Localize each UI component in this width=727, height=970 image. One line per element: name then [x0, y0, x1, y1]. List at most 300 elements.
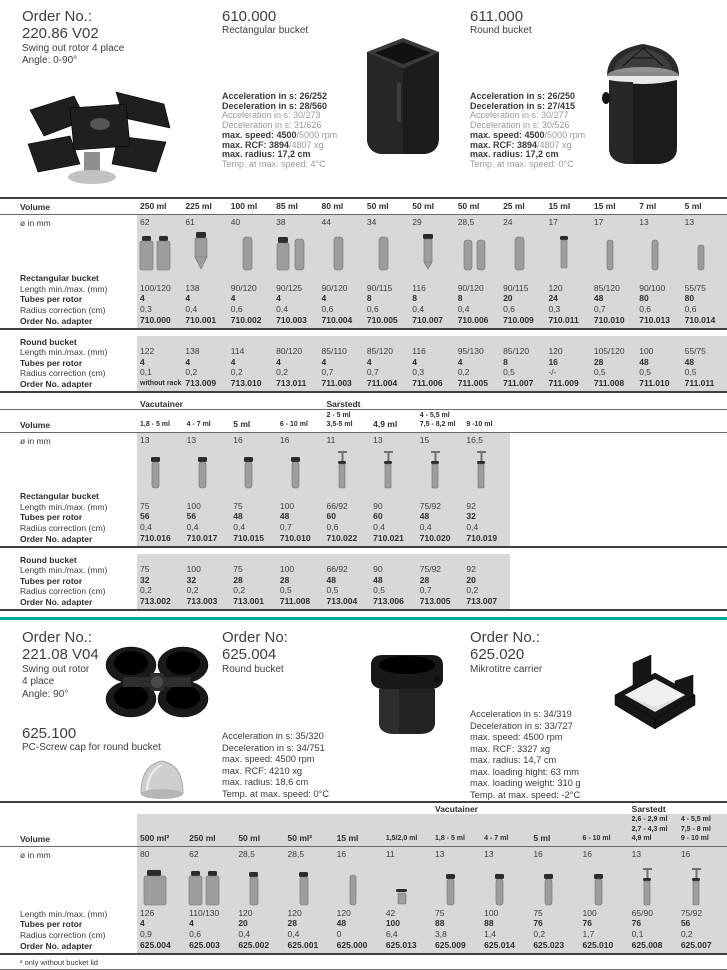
radius-correction-row-label: Radius correction (cm)	[20, 586, 106, 596]
order-no-adapter-cell: 625.003	[189, 939, 220, 950]
volume-cell: 4 - 7 ml	[186, 421, 211, 429]
radius-correction-cell: 0,5	[684, 367, 697, 378]
tubes-per-rotor-cell: 20	[466, 574, 476, 585]
order-no-adapter-cell: 625.013	[385, 939, 417, 950]
order-no-label: Order No.:	[470, 629, 541, 646]
radius-correction-cell: 0,5	[373, 585, 385, 596]
order-no-adapter-cell: 710.014	[684, 314, 716, 325]
tubes-per-rotor-cell: 60	[373, 511, 383, 522]
order-no-adapter-cell: 713.009	[185, 378, 217, 389]
radius-correction-cell: 0,6	[503, 303, 515, 314]
order-no-adapter-cell: 710.015	[233, 532, 264, 543]
order-no-adapter-cell: 710.009	[503, 314, 534, 325]
order-no-adapter-cell: 711.007	[503, 378, 534, 389]
length-cell: 100	[639, 346, 654, 357]
volume-row-label: Volume	[20, 834, 51, 844]
footnote: ² only without bucket lid	[20, 957, 98, 967]
diameter-cell: 28,5	[457, 217, 475, 228]
syr-tube-icon	[679, 863, 715, 907]
tubes-per-rotor-cell: 48	[233, 511, 243, 522]
bottle2-tube-icon	[138, 228, 174, 272]
length-cell: 85/120	[593, 282, 620, 293]
tube-s-tube-icon	[683, 228, 719, 272]
length-cell: 75	[533, 907, 543, 918]
vacutainer-sarstedt-table	[0, 398, 727, 611]
spec-line: Acceleration in s: 30/277	[470, 110, 569, 121]
top-products-section	[0, 0, 727, 197]
order-no-adapter-cell: 625.008	[631, 939, 663, 950]
volume-cell: 50 ml	[457, 201, 480, 212]
tubes-per-rotor-cell: 56	[186, 511, 197, 522]
order-no-adapter-row-label: Order No. adapter	[20, 379, 93, 389]
tubes-per-rotor-cell: 60	[326, 511, 336, 522]
tube-tube-icon	[229, 228, 265, 272]
spec-line: Deceleration in s: 33/727	[470, 720, 573, 731]
length-cell: 85/120	[366, 346, 393, 357]
diameter-cell: 28,5	[238, 849, 255, 860]
tubes-per-rotor-cell: 4	[140, 918, 145, 929]
diameter-row-label: ø in mm	[20, 218, 51, 228]
tube-image	[481, 860, 530, 908]
order-no-adapter-cell: 711.011	[684, 378, 715, 389]
radius-correction-cell: 0,3	[140, 303, 152, 314]
spec-line: Deceleration in s: 34/751	[222, 742, 325, 753]
tubes-per-rotor-cell: 28	[233, 574, 243, 585]
diameter-cell: 13	[684, 217, 695, 228]
length-row-label: Length min./max. (mm)	[20, 565, 108, 575]
spec-line: Temp. at max. speed: -2°C	[470, 789, 581, 800]
order-no-adapter-cell: 625.001	[287, 939, 319, 950]
cap-code: 625.100	[22, 725, 77, 742]
tube-image	[364, 228, 409, 273]
diameter-row-label: ø in mm	[20, 436, 51, 446]
volume-cell: 4,9 ml	[373, 419, 398, 430]
length-cell: 75	[140, 564, 150, 575]
spec-line: max. radius: 17,2 cm	[470, 149, 559, 160]
falcon-tube-icon	[410, 228, 446, 272]
radius-correction-cell: 0,4	[186, 521, 199, 532]
tube-image	[186, 860, 235, 908]
volume-cell: 50 ml	[412, 201, 435, 212]
volume-cell: 9 -10 ml	[466, 421, 493, 429]
radius-correction-cell: 0,5	[279, 585, 292, 596]
cap-desc: PC-Screw cap for round bucket	[22, 742, 161, 754]
tube-image	[228, 228, 273, 273]
cap-tube-tube-icon	[286, 863, 322, 907]
length-cell: 100/120	[140, 282, 171, 293]
length-cell: 42	[385, 907, 396, 918]
round-bucket-image	[593, 36, 693, 176]
vac-tube-icon	[433, 863, 469, 907]
radius-correction-cell: 3,8	[435, 928, 447, 939]
order-no-adapter-cell: 625.023	[533, 939, 565, 950]
order-no-adapter-cell: 710.002	[230, 314, 262, 325]
radius-correction-cell: 0,6	[366, 303, 379, 314]
volume-cell: 1,8 - 5 ml	[140, 421, 170, 429]
screw-cap-image	[133, 755, 191, 806]
diameter-row-label: ø in mm	[20, 850, 51, 860]
group-header-vacutainer: Vacutainer	[140, 399, 183, 409]
tube-image	[409, 228, 454, 273]
tubes-per-rotor-cell: 48	[684, 356, 695, 367]
tubes-per-rotor-cell: 48	[373, 574, 383, 585]
order-no-adapter-cell: 713.005	[419, 596, 451, 607]
rotor-code: 221.08 V04	[22, 646, 99, 664]
length-cell: 120	[548, 282, 563, 293]
tubes-per-rotor-cell: 88	[435, 918, 445, 929]
tubes-per-rotor-cell: 48	[326, 574, 336, 585]
section-row-label: Rectangular bucket	[20, 273, 99, 283]
diameter-cell: 28,5	[287, 849, 305, 860]
syr-tube-icon	[464, 446, 500, 490]
syr-tube-icon	[371, 446, 407, 490]
order-no-adapter-cell: 713.003	[186, 596, 218, 607]
order-no-label: Order No.:	[22, 629, 93, 646]
length-cell: 116	[412, 346, 426, 357]
vac-tube-icon	[531, 863, 567, 907]
diameter-cell: 62	[140, 217, 150, 228]
rotor-desc: Swing out rotor 4 place	[22, 42, 125, 54]
volume-cell: 50 ml²	[287, 833, 313, 844]
order-no-adapter-row-label: Order No. adapter	[20, 315, 93, 326]
length-cell: 90/120	[457, 282, 484, 293]
radius-correction-cell: 0,6	[230, 303, 243, 314]
tube-image	[455, 228, 500, 273]
diameter-cell: 15	[419, 435, 430, 446]
vac-tube-icon	[231, 446, 267, 490]
micro-tube-icon	[384, 863, 420, 907]
swing-out-rotor-4place-image	[98, 643, 216, 726]
volume-cell: 250 ml	[140, 201, 167, 212]
vac-tube-icon	[138, 446, 174, 490]
bucket-adapter-table-1	[0, 197, 727, 393]
order-no-adapter-cell: 711.005	[457, 378, 488, 389]
radius-correction-cell: 0,5	[503, 367, 515, 378]
radius-correction-cell: 0,7	[279, 521, 292, 532]
bottom-rule	[0, 969, 727, 970]
tube-image	[636, 228, 681, 273]
diameter-cell: 80	[140, 849, 150, 860]
diameter-cell: 16	[533, 849, 543, 860]
order-no-adapter-cell: 710.020	[419, 532, 451, 543]
diameter-cell: 62	[189, 849, 199, 860]
volume-cell: 5 ml	[533, 833, 551, 844]
tubes-per-rotor-cell: 20	[503, 293, 513, 304]
length-cell: 75	[233, 500, 243, 511]
tubes-per-rotor-cell: 76	[533, 918, 543, 929]
radius-correction-cell: 0,5	[593, 367, 606, 378]
group-header-sarstedt: Sarstedt	[326, 399, 361, 409]
length-cell: 55/75	[684, 346, 706, 357]
spec-line: Temp. at max. speed: 0°C	[222, 788, 330, 799]
radius-correction-cell: 0,4	[185, 303, 198, 314]
order-no-label: Order No.:	[22, 8, 93, 25]
length-cell: 55/75	[684, 282, 706, 293]
length-cell: 90/115	[366, 282, 393, 293]
order-no-adapter-cell: 710.004	[321, 314, 353, 325]
length-cell: 75	[435, 907, 445, 918]
length-cell: 100	[186, 500, 201, 511]
tubes-per-rotor-cell: 4	[189, 918, 194, 929]
group-header-sarstedt: Sarstedt	[631, 804, 666, 814]
order-no-adapter-cell: 625.002	[238, 939, 270, 950]
diameter-cell: 11	[326, 435, 336, 446]
order-no-adapter-row-label: Order No. adapter	[20, 597, 93, 607]
radius-correction-row-label: Radius correction (cm)	[20, 304, 106, 315]
length-row-label: Length min./max. (mm)	[20, 908, 108, 919]
order-no-adapter-cell: 625.014	[484, 939, 515, 950]
tube-image	[370, 446, 417, 491]
rotor-angle: Angle: 0-90°	[22, 55, 78, 67]
tube-image	[463, 446, 510, 491]
conical-tube-icon	[183, 228, 219, 272]
spec-line: max. RCF: 4210 xg	[222, 765, 303, 776]
spec-line: max. radius: 14,7 cm	[470, 755, 557, 765]
radius-correction-cell: 0,4	[373, 521, 385, 532]
length-cell: 138	[185, 346, 200, 357]
volume-cell: 5 ml	[684, 201, 702, 212]
bottle-tube-icon	[138, 863, 174, 907]
diameter-cell: 40	[230, 217, 241, 228]
tube-image	[580, 860, 629, 908]
volume-row-label: Volume	[20, 420, 51, 430]
tubes-per-rotor-cell: 4	[321, 293, 327, 304]
radius-correction-cell: 0,6	[326, 521, 339, 532]
radius-correction-cell: 0,3	[548, 303, 561, 314]
spec-line: max. radius: 17,2 cm	[222, 149, 311, 160]
radius-correction-cell: 0,4	[457, 303, 470, 314]
radius-correction-cell: 0,6	[321, 303, 334, 314]
group-header-vacutainer: Vacutainer	[435, 804, 478, 814]
spec-line: max. radius: 18,6 cm	[222, 777, 309, 787]
radius-correction-row-label: Radius correction (cm)	[20, 368, 106, 378]
spec-list	[222, 92, 337, 170]
length-cell: 80/120	[276, 346, 303, 357]
tubes-per-rotor-cell: 4	[230, 293, 236, 304]
volume-cell: 7 ml	[639, 201, 657, 212]
bucket-name: Rectangular bucket	[222, 25, 309, 37]
diameter-cell: 16	[680, 849, 691, 860]
spec-line: Acceleration in s: 30/273	[222, 110, 321, 121]
tube-n-tube-icon	[335, 863, 371, 907]
order-no-adapter-cell: 625.007	[680, 939, 712, 950]
diameter-cell: 44	[321, 217, 331, 228]
radius-correction-cell: 0,3	[412, 367, 425, 378]
volume-cell: 50 ml	[366, 201, 389, 212]
spec-line: Acceleration in s: 26/252	[222, 91, 328, 101]
radius-correction-cell: 0,6	[684, 303, 697, 314]
tubes-per-rotor-cell: 48	[639, 356, 649, 367]
spec-list	[470, 92, 585, 170]
mikrotitre-carrier-image	[603, 647, 707, 738]
order-no-adapter-cell: 710.005	[366, 314, 398, 325]
tubes-per-rotor-cell: 8	[412, 293, 418, 304]
length-row-label: Length min./max. (mm)	[20, 347, 108, 357]
tubes-per-rotor-cell: 4	[412, 356, 418, 367]
order-no-adapter-cell: 713.004	[326, 596, 358, 607]
radius-correction-cell: 0,4	[412, 303, 425, 314]
spec-line: max. RCF: 3894/4807 xg	[470, 139, 572, 150]
volume-cell: 15 ml	[336, 833, 359, 844]
tubes-per-rotor-cell: 76	[582, 918, 592, 929]
order-no-label: Order No:	[222, 629, 288, 646]
tubes-per-rotor-row-label: Tubes per rotor	[20, 357, 83, 368]
diameter-cell: 16	[336, 849, 347, 860]
diameter-cell: 13	[435, 849, 445, 860]
length-cell: 92	[466, 500, 476, 511]
volume-cell: 4 - 5,5 ml 7,5 - 8,2 ml	[419, 411, 456, 429]
spec-line: max. loading hight: 63 mm	[470, 766, 580, 777]
spec-line: Acceleration in s: 35/320	[222, 731, 324, 741]
radius-correction-cell: 0,1	[140, 367, 152, 378]
radius-correction-cell: 0,4	[276, 303, 288, 314]
volume-cell: 5 ml	[233, 419, 251, 430]
volume-cell: 500 ml²	[140, 833, 170, 844]
order-no-adapter-cell: 625.010	[582, 939, 614, 950]
spec-line: max. loading weight: 310 g	[470, 778, 581, 788]
diameter-cell: 13	[631, 849, 642, 860]
radius-correction-cell: -/-	[548, 367, 557, 378]
tubes-per-rotor-cell: 28	[419, 574, 430, 585]
order-no-adapter-cell: 710.006	[457, 314, 489, 325]
tubes-per-rotor-row-label: Tubes per rotor	[20, 919, 83, 929]
tubes-per-rotor-cell: 28	[593, 356, 604, 367]
diameter-cell: 16	[233, 435, 243, 446]
radius-correction-cell: 0,2	[233, 585, 246, 596]
tube-image	[277, 446, 324, 491]
tubes-per-rotor-cell: 28	[287, 918, 297, 929]
radius-correction-cell: 0,9	[140, 928, 152, 939]
length-cell: 90	[373, 564, 383, 575]
order-no-adapter-cell: 713.010	[230, 378, 262, 389]
tube-image	[319, 228, 364, 273]
length-cell: 110/130	[189, 907, 220, 918]
spec-line: max. RCF: 3327 xg	[470, 743, 551, 754]
diameter-cell: 17	[593, 217, 604, 228]
diameter-cell: 16	[582, 849, 592, 860]
order-no-adapter-cell: 710.003	[276, 314, 307, 325]
order-no-adapter-cell: 710.007	[412, 314, 444, 325]
order-no-adapter-cell: without rack	[140, 380, 182, 388]
radius-correction-row-label: Radius correction (cm)	[20, 929, 106, 940]
tube2-tube-icon	[456, 228, 492, 272]
section-row-label: Round bucket	[20, 336, 77, 347]
order-no-adapter-cell: 711.003	[321, 378, 352, 389]
length-cell: 65/90	[631, 907, 653, 918]
tubes-per-rotor-cell: 8	[503, 356, 508, 367]
tubes-per-rotor-row-label: Tubes per rotor	[20, 575, 83, 586]
rotor-221-adapter-table	[0, 801, 727, 955]
syr-tube-icon	[325, 446, 361, 490]
tube-image	[432, 860, 481, 908]
bucket-name: Round bucket	[222, 663, 284, 675]
section-row-label: Rectangular bucket	[20, 491, 99, 501]
tubes-per-rotor-cell: 100	[385, 918, 401, 929]
radius-correction-cell: 0,2	[533, 928, 546, 939]
volume-row-label: Volume	[20, 202, 51, 212]
diameter-cell: 13	[639, 217, 649, 228]
order-no-adapter-cell: 711.006	[412, 378, 443, 389]
order-no-adapter-cell: 625.000	[336, 939, 368, 950]
vac-tube-icon	[278, 446, 314, 490]
order-no-adapter-cell: 710.010	[279, 532, 311, 543]
tube-image	[230, 446, 277, 491]
radius-correction-cell: 0,2	[466, 585, 479, 596]
diameter-cell: 34	[366, 217, 377, 228]
volume-cell: 6 - 10 ml	[279, 421, 308, 429]
length-cell: 114	[230, 346, 245, 357]
radius-correction-cell: 1,7	[582, 928, 595, 939]
spec-line: Acceleration in s: 34/319	[470, 709, 572, 719]
tubes-per-rotor-cell: 32	[140, 574, 150, 585]
volume-cell: 1,8 - 5 ml	[435, 835, 465, 843]
length-cell: 126	[140, 907, 155, 918]
length-cell: 120	[287, 907, 302, 918]
volume-cell: 6 - 10 ml	[582, 835, 611, 843]
radius-correction-cell: 0,7	[321, 367, 334, 378]
diameter-cell: 61	[185, 217, 195, 228]
length-cell: 90	[373, 500, 383, 511]
diameter-cell: 16,5	[466, 435, 483, 446]
cap-tube-tube-icon	[236, 863, 272, 907]
length-cell: 75/92	[419, 564, 442, 575]
radius-correction-cell: 0,4	[140, 521, 152, 532]
radius-correction-cell: 0,2	[230, 367, 243, 378]
radius-correction-cell: 0,2	[457, 367, 470, 378]
spec-line: max. speed: 4500 rpm	[470, 732, 563, 742]
tubes-per-rotor-cell: 16	[548, 356, 558, 367]
vac-tube-icon	[185, 446, 221, 490]
rotor-desc: Swing out rotor	[22, 663, 90, 675]
volume-cell: 250 ml	[189, 833, 216, 844]
tube-image	[530, 860, 579, 908]
length-cell: 90/115	[503, 282, 529, 293]
radius-correction-cell: 0,6	[189, 928, 201, 939]
length-cell: 75	[140, 500, 150, 511]
tube-image	[137, 446, 184, 491]
tubes-per-rotor-cell: 4	[140, 293, 145, 304]
order-no-adapter-row-label: Order No. adapter	[20, 533, 93, 544]
volume-cell: 25 ml	[503, 201, 525, 212]
order-no-adapter-cell: 713.011	[276, 378, 307, 389]
tube-n-tube-icon	[592, 228, 628, 272]
tubes-per-rotor-cell: 80	[639, 293, 649, 304]
tubes-per-rotor-cell: 4	[321, 356, 327, 367]
spec-line: max. speed: 4500 rpm	[222, 754, 315, 764]
tubes-per-rotor-cell: 8	[457, 293, 463, 304]
length-cell: 116	[412, 282, 426, 293]
radius-correction-cell: 0,4	[287, 928, 300, 939]
product-625-004	[215, 629, 465, 801]
length-cell: 120	[548, 346, 563, 357]
tube-image	[182, 228, 227, 273]
length-cell: 85/110	[321, 346, 347, 357]
tubes-per-rotor-cell: 48	[593, 293, 604, 304]
diameter-cell: 16	[279, 435, 290, 446]
diameter-cell: 13	[484, 849, 494, 860]
length-cell: 85/120	[503, 346, 530, 357]
length-cell: 66/92	[326, 500, 348, 511]
tube-image	[678, 860, 727, 908]
tube-image	[545, 228, 590, 273]
order-no-adapter-cell: 710.021	[373, 532, 404, 543]
radius-correction-cell: 0,2	[276, 367, 288, 378]
length-cell: 122	[140, 346, 155, 357]
order-no-adapter-cell: 713.007	[466, 596, 498, 607]
radius-correction-cell: 0,7	[366, 367, 379, 378]
diameter-cell: 24	[503, 217, 513, 228]
diameter-cell: 11	[385, 849, 395, 860]
